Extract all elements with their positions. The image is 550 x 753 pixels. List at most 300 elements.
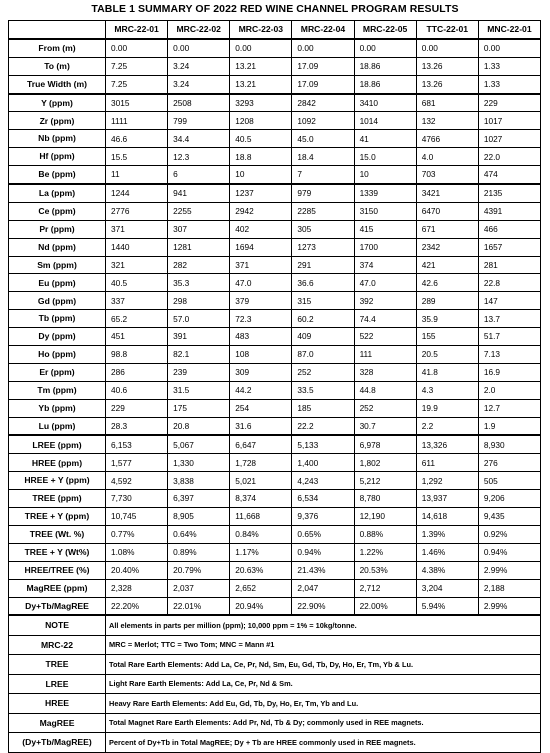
value-cell: 0.00 <box>292 39 354 57</box>
row-label: True Width (m) <box>9 75 106 93</box>
value-cell: 0.94% <box>292 543 354 561</box>
value-cell: 1.08% <box>106 543 168 561</box>
value-cell: 33.5 <box>292 381 354 399</box>
value-cell: 611 <box>416 454 478 472</box>
note-label: MagREE <box>9 713 106 733</box>
row-label: From (m) <box>9 39 106 57</box>
value-cell: 18.86 <box>354 57 416 75</box>
value-cell: 298 <box>168 292 230 310</box>
value-cell: 229 <box>478 94 540 112</box>
value-cell: 72.3 <box>230 310 292 328</box>
value-cell: 2942 <box>230 202 292 220</box>
value-cell: 0.00 <box>478 39 540 57</box>
value-cell: 5,067 <box>168 435 230 453</box>
table-row <box>9 57 541 75</box>
value-cell: 4766 <box>416 130 478 148</box>
value-cell: 1027 <box>478 130 540 148</box>
value-cell: 0.94% <box>478 543 540 561</box>
value-cell: 451 <box>106 328 168 346</box>
value-cell: 11,668 <box>230 508 292 526</box>
value-cell: 1208 <box>230 112 292 130</box>
value-cell: 13.7 <box>478 310 540 328</box>
value-cell: 309 <box>230 363 292 381</box>
value-cell: 1273 <box>292 238 354 256</box>
note-label: NOTE <box>9 615 106 635</box>
row-label: La (ppm) <box>9 184 106 202</box>
value-cell: 1657 <box>478 238 540 256</box>
value-cell: 21.43% <box>292 561 354 579</box>
header-corner-cell <box>9 21 106 39</box>
value-cell: 10,745 <box>106 508 168 526</box>
value-cell: 3293 <box>230 94 292 112</box>
value-cell: 522 <box>354 328 416 346</box>
value-cell: 8,780 <box>354 490 416 508</box>
value-cell: 2.99% <box>478 597 540 615</box>
table-title: TABLE 1 SUMMARY OF 2022 RED WINE CHANNEL PROGRAM RESULTS <box>91 3 459 15</box>
value-cell: 505 <box>478 472 540 490</box>
value-cell: 44.2 <box>230 381 292 399</box>
note-row <box>9 615 541 635</box>
value-cell: 1700 <box>354 238 416 256</box>
value-cell: 0.92% <box>478 525 540 543</box>
row-label: Ho (ppm) <box>9 346 106 364</box>
note-label: HREE <box>9 694 106 714</box>
value-cell: 2.0 <box>478 381 540 399</box>
value-cell: 18.4 <box>292 148 354 166</box>
value-cell: 6470 <box>416 202 478 220</box>
table-row <box>9 490 541 508</box>
value-cell: 19.9 <box>416 399 478 417</box>
value-cell: 1,330 <box>168 454 230 472</box>
value-cell: 4391 <box>478 202 540 220</box>
value-cell: 6 <box>168 166 230 184</box>
value-cell: 2.99% <box>478 561 540 579</box>
value-cell: 0.89% <box>168 543 230 561</box>
value-cell: 14,618 <box>416 508 478 526</box>
value-cell: 31.5 <box>168 381 230 399</box>
value-cell: 51.7 <box>478 328 540 346</box>
value-cell: 7.13 <box>478 346 540 364</box>
table-row <box>9 39 541 57</box>
table-row <box>9 292 541 310</box>
row-label: Dy (ppm) <box>9 328 106 346</box>
column-header: MNC-22-01 <box>478 21 540 39</box>
value-cell: 15.5 <box>106 148 168 166</box>
table-row <box>9 148 541 166</box>
value-cell: 16.9 <box>478 363 540 381</box>
value-cell: 3150 <box>354 202 416 220</box>
value-cell: 22.8 <box>478 274 540 292</box>
row-label: Ce (ppm) <box>9 202 106 220</box>
value-cell: 9,376 <box>292 508 354 526</box>
row-label: Eu (ppm) <box>9 274 106 292</box>
value-cell: 17.09 <box>292 57 354 75</box>
value-cell: 20.53% <box>354 561 416 579</box>
value-cell: 7 <box>292 166 354 184</box>
value-cell: 1.22% <box>354 543 416 561</box>
value-cell: 98.8 <box>106 346 168 364</box>
value-cell: 5.94% <box>416 597 478 615</box>
value-cell: 307 <box>168 220 230 238</box>
value-cell: 6,153 <box>106 435 168 453</box>
row-label: Sm (ppm) <box>9 256 106 274</box>
note-row <box>9 733 541 753</box>
value-cell: 2,712 <box>354 579 416 597</box>
value-cell: 941 <box>168 184 230 202</box>
value-cell: 10 <box>354 166 416 184</box>
value-cell: 2,037 <box>168 579 230 597</box>
value-cell: 185 <box>292 399 354 417</box>
value-cell: 13.21 <box>230 57 292 75</box>
note-row <box>9 694 541 714</box>
value-cell: 3.24 <box>168 75 230 93</box>
value-cell: 13.21 <box>230 75 292 93</box>
row-label: Tb (ppm) <box>9 310 106 328</box>
note-text: Total Magnet Rare Earth Elements: Add Pr, Nd, Tb & Dy; commonly used in REE magnets. <box>106 713 541 733</box>
value-cell: 46.6 <box>106 130 168 148</box>
row-label: Yb (ppm) <box>9 399 106 417</box>
value-cell: 22.00% <box>354 597 416 615</box>
table-row <box>9 328 541 346</box>
value-cell: 3,838 <box>168 472 230 490</box>
row-label: Y (ppm) <box>9 94 106 112</box>
value-cell: 41.8 <box>416 363 478 381</box>
value-cell: 111 <box>354 346 416 364</box>
value-cell: 1,292 <box>416 472 478 490</box>
value-cell: 11 <box>106 166 168 184</box>
value-cell: 5,021 <box>230 472 292 490</box>
row-label: Lu (ppm) <box>9 417 106 435</box>
value-cell: 20.63% <box>230 561 292 579</box>
note-text: Total Rare Earth Elements: Add La, Ce, Pr, Nd, Sm, Eu, Gd, Tb, Dy, Ho, Er, Tm, Yb & Lu. <box>106 655 541 675</box>
note-label: TREE <box>9 655 106 675</box>
value-cell: 371 <box>106 220 168 238</box>
value-cell: 315 <box>292 292 354 310</box>
value-cell: 0.77% <box>106 525 168 543</box>
value-cell: 4.38% <box>416 561 478 579</box>
table-row <box>9 310 541 328</box>
value-cell: 421 <box>416 256 478 274</box>
value-cell: 2135 <box>478 184 540 202</box>
value-cell: 239 <box>168 363 230 381</box>
results-table-body <box>9 21 541 753</box>
value-cell: 1244 <box>106 184 168 202</box>
value-cell: 1014 <box>354 112 416 130</box>
table-row <box>9 417 541 435</box>
row-label: HREE/TREE (%) <box>9 561 106 579</box>
value-cell: 7.25 <box>106 57 168 75</box>
table-row <box>9 238 541 256</box>
value-cell: 466 <box>478 220 540 238</box>
note-label: MRC-22 <box>9 635 106 655</box>
row-label: Nb (ppm) <box>9 130 106 148</box>
row-label: LREE (ppm) <box>9 435 106 453</box>
value-cell: 415 <box>354 220 416 238</box>
table-row <box>9 166 541 184</box>
value-cell: 175 <box>168 399 230 417</box>
value-cell: 3,204 <box>416 579 478 597</box>
value-cell: 9,206 <box>478 490 540 508</box>
value-cell: 40.6 <box>106 381 168 399</box>
value-cell: 979 <box>292 184 354 202</box>
note-row <box>9 655 541 675</box>
value-cell: 0.88% <box>354 525 416 543</box>
note-label: LREE <box>9 674 106 694</box>
value-cell: 13.26 <box>416 75 478 93</box>
table-row <box>9 399 541 417</box>
value-cell: 74.4 <box>354 310 416 328</box>
row-label: TREE + Y (ppm) <box>9 508 106 526</box>
value-cell: 2342 <box>416 238 478 256</box>
table-row <box>9 525 541 543</box>
value-cell: 10 <box>230 166 292 184</box>
note-row <box>9 674 541 694</box>
table-row <box>9 363 541 381</box>
table-row <box>9 130 541 148</box>
value-cell: 252 <box>292 363 354 381</box>
value-cell: 40.5 <box>230 130 292 148</box>
value-cell: 22.90% <box>292 597 354 615</box>
value-cell: 6,647 <box>230 435 292 453</box>
value-cell: 5,133 <box>292 435 354 453</box>
value-cell: 1440 <box>106 238 168 256</box>
value-cell: 6,978 <box>354 435 416 453</box>
value-cell: 1.9 <box>478 417 540 435</box>
row-label: Tm (ppm) <box>9 381 106 399</box>
value-cell: 34.4 <box>168 130 230 148</box>
value-cell: 35.3 <box>168 274 230 292</box>
value-cell: 1237 <box>230 184 292 202</box>
value-cell: 17.09 <box>292 75 354 93</box>
value-cell: 8,905 <box>168 508 230 526</box>
value-cell: 42.6 <box>416 274 478 292</box>
value-cell: 5,212 <box>354 472 416 490</box>
value-cell: 337 <box>106 292 168 310</box>
table-row <box>9 597 541 615</box>
value-cell: 2,188 <box>478 579 540 597</box>
value-cell: 22.0 <box>478 148 540 166</box>
column-header: TTC-22-01 <box>416 21 478 39</box>
value-cell: 671 <box>416 220 478 238</box>
value-cell: 18.8 <box>230 148 292 166</box>
value-cell: 2.2 <box>416 417 478 435</box>
value-cell: 31.6 <box>230 417 292 435</box>
value-cell: 8,930 <box>478 435 540 453</box>
table-row <box>9 94 541 112</box>
value-cell: 20.40% <box>106 561 168 579</box>
value-cell: 229 <box>106 399 168 417</box>
value-cell: 9,435 <box>478 508 540 526</box>
note-text: Percent of Dy+Tb in Total MagREE; Dy + Tb are HREE commonly used in REE magnets. <box>106 733 541 753</box>
table-row <box>9 508 541 526</box>
table-row <box>9 202 541 220</box>
value-cell: 1694 <box>230 238 292 256</box>
value-cell: 35.9 <box>416 310 478 328</box>
value-cell: 0.00 <box>106 39 168 57</box>
note-text: Heavy Rare Earth Elements: Add Eu, Gd, Tb, Dy, Ho, Er, Tm, Yb and Lu. <box>106 694 541 714</box>
value-cell: 2285 <box>292 202 354 220</box>
value-cell: 402 <box>230 220 292 238</box>
value-cell: 18.86 <box>354 75 416 93</box>
value-cell: 0.00 <box>230 39 292 57</box>
value-cell: 3410 <box>354 94 416 112</box>
table-row <box>9 381 541 399</box>
row-label: Nd (ppm) <box>9 238 106 256</box>
value-cell: 65.2 <box>106 310 168 328</box>
table-row <box>9 435 541 453</box>
value-cell: 30.7 <box>354 417 416 435</box>
table-row <box>9 561 541 579</box>
value-cell: 379 <box>230 292 292 310</box>
value-cell: 1.33 <box>478 57 540 75</box>
value-cell: 108 <box>230 346 292 364</box>
value-cell: 291 <box>292 256 354 274</box>
value-cell: 328 <box>354 363 416 381</box>
value-cell: 0.00 <box>354 39 416 57</box>
value-cell: 12,190 <box>354 508 416 526</box>
value-cell: 286 <box>106 363 168 381</box>
value-cell: 282 <box>168 256 230 274</box>
value-cell: 371 <box>230 256 292 274</box>
value-cell: 4.0 <box>416 148 478 166</box>
value-cell: 305 <box>292 220 354 238</box>
row-label: Hf (ppm) <box>9 148 106 166</box>
value-cell: 1339 <box>354 184 416 202</box>
table-row <box>9 579 541 597</box>
value-cell: 22.2 <box>292 417 354 435</box>
header-row <box>9 21 541 39</box>
value-cell: 4,592 <box>106 472 168 490</box>
value-cell: 409 <box>292 328 354 346</box>
value-cell: 1111 <box>106 112 168 130</box>
table-row <box>9 454 541 472</box>
value-cell: 681 <box>416 94 478 112</box>
value-cell: 57.0 <box>168 310 230 328</box>
table-row <box>9 472 541 490</box>
value-cell: 60.2 <box>292 310 354 328</box>
value-cell: 2776 <box>106 202 168 220</box>
value-cell: 392 <box>354 292 416 310</box>
value-cell: 391 <box>168 328 230 346</box>
value-cell: 2255 <box>168 202 230 220</box>
column-header: MRC-22-01 <box>106 21 168 39</box>
value-cell: 0.00 <box>168 39 230 57</box>
row-label: TREE (Wt. %) <box>9 525 106 543</box>
row-label: MagREE (ppm) <box>9 579 106 597</box>
value-cell: 20.8 <box>168 417 230 435</box>
value-cell: 4,243 <box>292 472 354 490</box>
row-label: Dy+Tb/MagREE <box>9 597 106 615</box>
value-cell: 47.0 <box>230 274 292 292</box>
value-cell: 2842 <box>292 94 354 112</box>
value-cell: 28.3 <box>106 417 168 435</box>
value-cell: 0.64% <box>168 525 230 543</box>
note-text: MRC = Merlot; TTC = Two Tom; MNC = Mann #1 <box>106 635 541 655</box>
row-label: TREE (ppm) <box>9 490 106 508</box>
row-label: HREE (ppm) <box>9 454 106 472</box>
value-cell: 2,652 <box>230 579 292 597</box>
value-cell: 8,374 <box>230 490 292 508</box>
column-header: MRC-22-04 <box>292 21 354 39</box>
value-cell: 252 <box>354 399 416 417</box>
value-cell: 1,577 <box>106 454 168 472</box>
value-cell: 20.94% <box>230 597 292 615</box>
value-cell: 36.6 <box>292 274 354 292</box>
value-cell: 22.20% <box>106 597 168 615</box>
note-row <box>9 713 541 733</box>
value-cell: 289 <box>416 292 478 310</box>
value-cell: 1,728 <box>230 454 292 472</box>
value-cell: 3421 <box>416 184 478 202</box>
table-row <box>9 274 541 292</box>
value-cell: 155 <box>416 328 478 346</box>
value-cell: 47.0 <box>354 274 416 292</box>
row-label: To (m) <box>9 57 106 75</box>
note-text: Light Rare Earth Elements: Add La, Ce, Pr, Nd & Sm. <box>106 674 541 694</box>
row-label: Gd (ppm) <box>9 292 106 310</box>
value-cell: 799 <box>168 112 230 130</box>
value-cell: 3015 <box>106 94 168 112</box>
value-cell: 41 <box>354 130 416 148</box>
note-row <box>9 635 541 655</box>
value-cell: 12.7 <box>478 399 540 417</box>
table-row <box>9 112 541 130</box>
value-cell: 20.79% <box>168 561 230 579</box>
value-cell: 87.0 <box>292 346 354 364</box>
row-label: Pr (ppm) <box>9 220 106 238</box>
value-cell: 483 <box>230 328 292 346</box>
table-row <box>9 346 541 364</box>
value-cell: 12.3 <box>168 148 230 166</box>
value-cell: 374 <box>354 256 416 274</box>
value-cell: 0.00 <box>416 39 478 57</box>
note-label: (Dy+Tb/MagREE) <box>9 733 106 753</box>
column-header: MRC-22-03 <box>230 21 292 39</box>
value-cell: 3.24 <box>168 57 230 75</box>
row-label: Zr (ppm) <box>9 112 106 130</box>
value-cell: 44.8 <box>354 381 416 399</box>
value-cell: 254 <box>230 399 292 417</box>
table-row <box>9 75 541 93</box>
table-row <box>9 543 541 561</box>
value-cell: 4.3 <box>416 381 478 399</box>
value-cell: 1,400 <box>292 454 354 472</box>
value-cell: 1,802 <box>354 454 416 472</box>
value-cell: 13,326 <box>416 435 478 453</box>
value-cell: 45.0 <box>292 130 354 148</box>
value-cell: 2,328 <box>106 579 168 597</box>
value-cell: 20.5 <box>416 346 478 364</box>
value-cell: 474 <box>478 166 540 184</box>
value-cell: 1281 <box>168 238 230 256</box>
table-row <box>9 220 541 238</box>
value-cell: 22.01% <box>168 597 230 615</box>
row-label: Be (ppm) <box>9 166 106 184</box>
table-row <box>9 184 541 202</box>
value-cell: 0.65% <box>292 525 354 543</box>
value-cell: 1.33 <box>478 75 540 93</box>
table-row <box>9 256 541 274</box>
value-cell: 15.0 <box>354 148 416 166</box>
value-cell: 40.5 <box>106 274 168 292</box>
row-label: TREE + Y (Wt%) <box>9 543 106 561</box>
results-table <box>8 20 541 753</box>
row-label: Er (ppm) <box>9 363 106 381</box>
value-cell: 13.26 <box>416 57 478 75</box>
column-header: MRC-22-05 <box>354 21 416 39</box>
value-cell: 1017 <box>478 112 540 130</box>
value-cell: 2508 <box>168 94 230 112</box>
